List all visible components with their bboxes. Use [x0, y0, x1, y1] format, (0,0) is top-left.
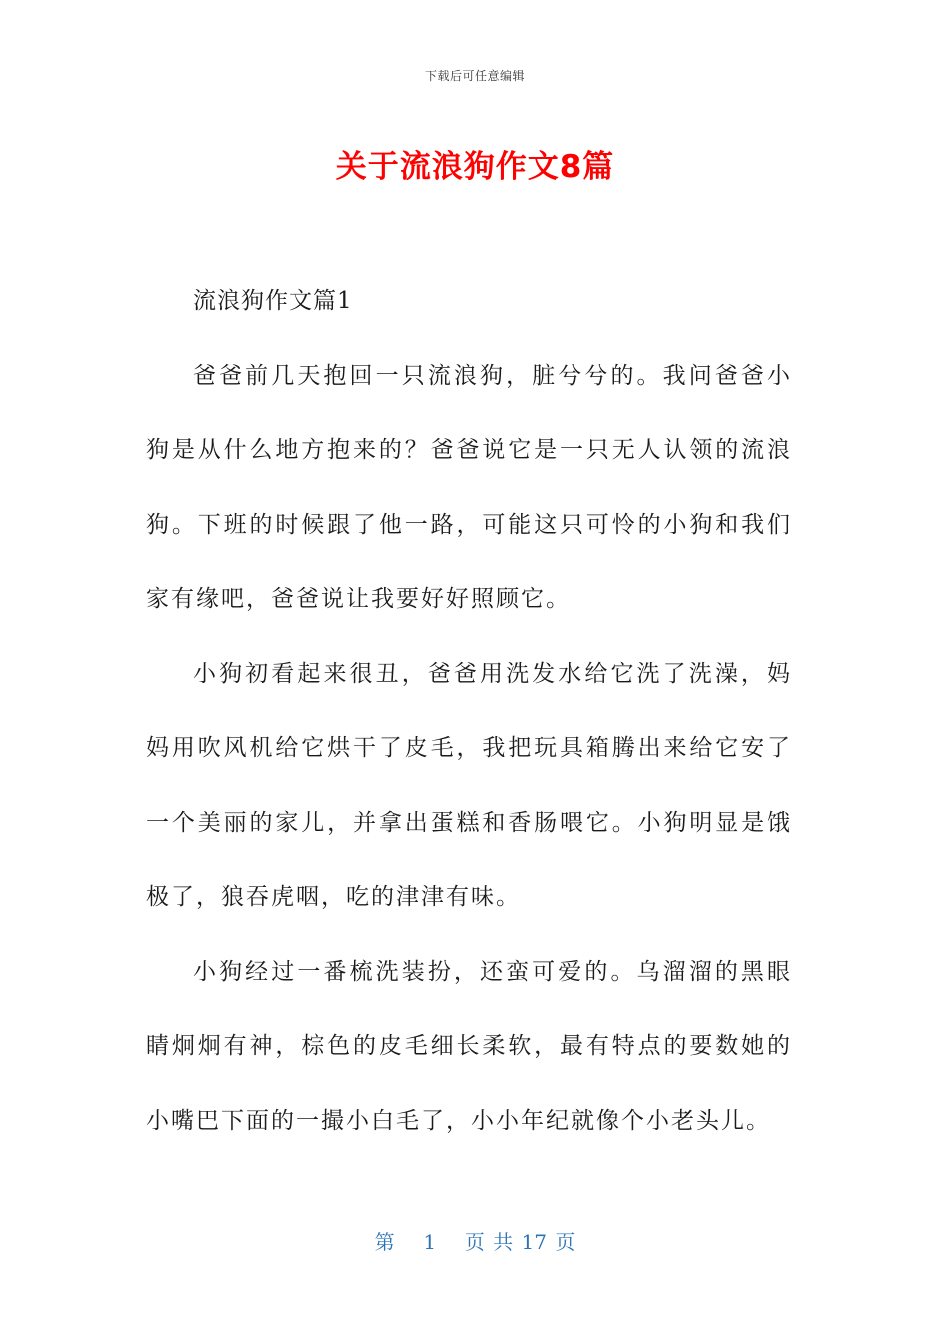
document-body: [146, 264, 792, 1158]
paragraph: 小狗经过一番梳洗装扮，还蛮可爱的。乌溜溜的黑眼睛炯炯有神，棕色的皮毛细长柔软，最有特点的要数她的小嘴巴下面的一撮小白毛了，小小年纪就像个小老头儿。: [146, 958, 792, 1134]
footer-page-number: 1: [423, 1230, 437, 1254]
paragraph: 爸爸前几天抱回一只流浪狗，脏兮兮的。我问爸爸小狗是从什么地方抱来的？爸爸说它是一只无人认领的流浪狗。下班的时候跟了他一路，可能这只可怜的小狗和我们家有缘吧，爸爸说让我要好好照顾它。: [146, 362, 792, 612]
footer-page-suffix: 页: [555, 1230, 576, 1254]
footer-page-middle: 页 共: [464, 1230, 514, 1254]
paragraph: 小狗初看起来很丑，爸爸用洗发水给它洗了洗澡，妈妈用吹风机给它烘干了皮毛，我把玩具箱腾出来给它安了一个美丽的家儿，并拿出蛋糕和香肠喂它。小狗明显是饿极了，狼吞虎咽，吃的津津有味。: [146, 660, 792, 910]
header-note: 下载后可任意编辑: [424, 69, 525, 83]
document-title: 关于流浪狗作文8篇: [335, 149, 615, 185]
footer-page-prefix: 第: [374, 1230, 395, 1254]
footer-total-pages: 17: [521, 1230, 547, 1254]
section-heading: 流浪狗作文篇1: [193, 288, 353, 314]
page-footer: [0, 1226, 950, 1255]
